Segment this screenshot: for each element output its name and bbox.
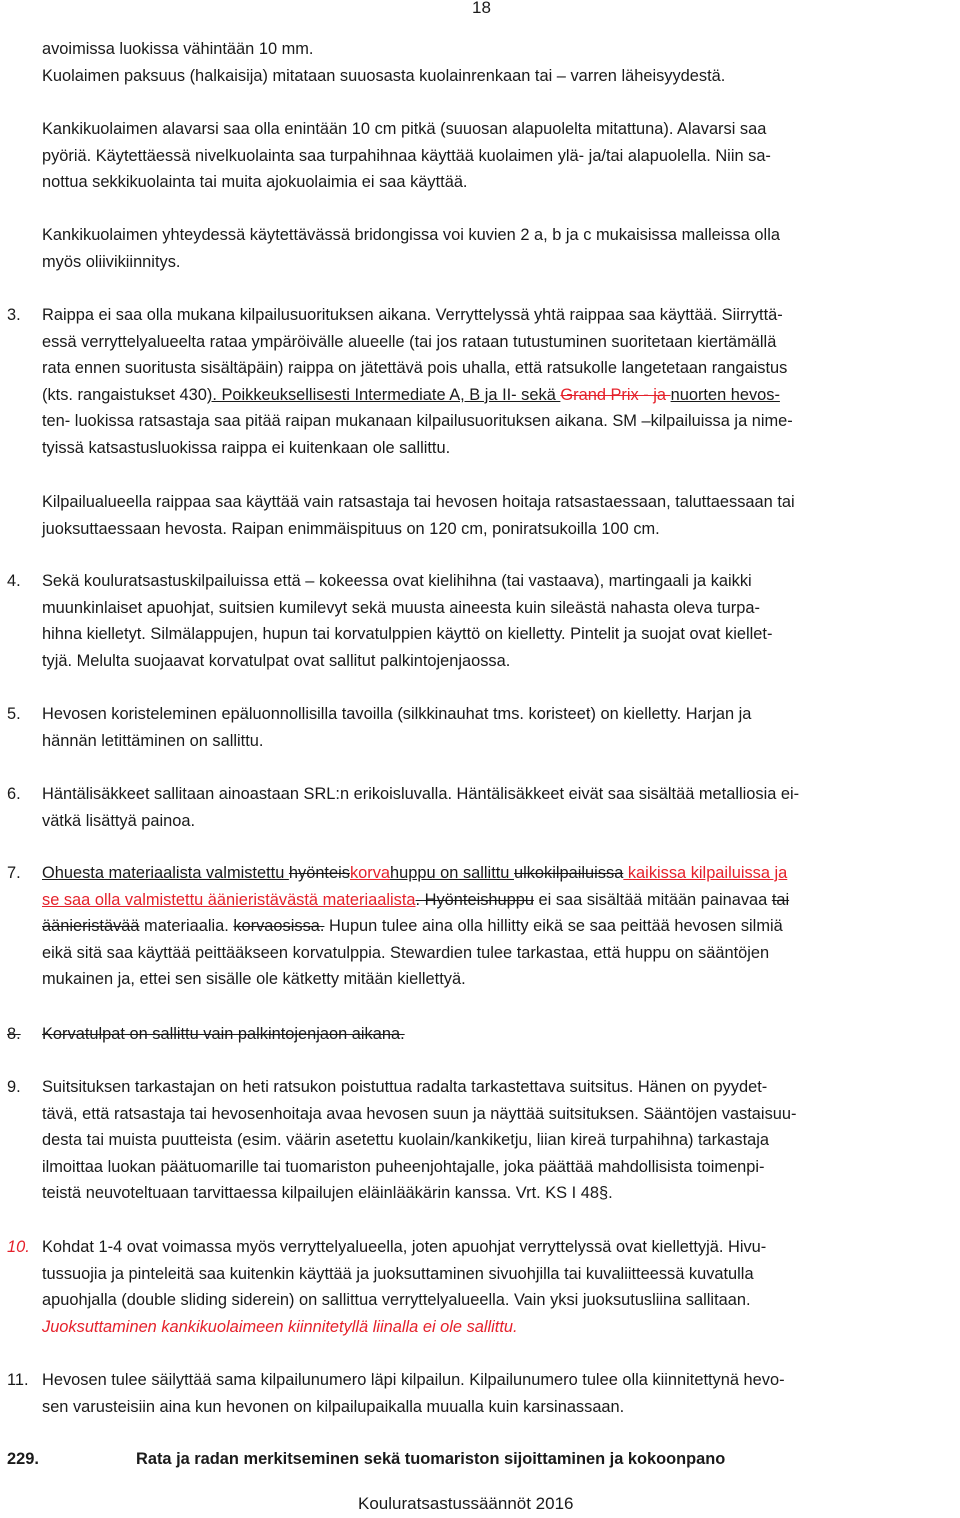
struck-text: . Hyönteishuppu <box>415 890 534 909</box>
item-number-10: 10. <box>7 1238 30 1256</box>
item-10-paragraph <box>42 1234 954 1340</box>
item-3-paragraph <box>42 302 954 462</box>
paragraph-line: sen varusteisiin aina kun hevonen on kilpailupaikalla muualla kuin karsinassaan. <box>42 1397 625 1416</box>
paragraph-line: pyöriä. Käytettäessä nivelkuolainta saa turpahihnaa käyttää kuolaimen ylä- ja/tai alapuolella. Niin sa- <box>42 146 771 165</box>
kankikuolain-paragraph <box>42 116 954 196</box>
paragraph-line: hihna kielletyt. Silmälappujen, hupun tai korvatulppien käyttö on kielletty. Pintelit ja suojat ovat kiellet- <box>42 625 773 644</box>
struck-text: hyönteis <box>288 864 350 882</box>
paragraph-line: Hevosen koristeleminen epäluonnollisilla tavoilla (silkkinauhat tms. koristeet) on kielletty. Harjan ja <box>42 705 752 723</box>
inserted-line: Juoksuttaminen kankikuolaimeen kiinnitetyllä liinalla ei ole sallittu. <box>42 1317 518 1336</box>
struck-text: äänieristävää <box>42 917 140 936</box>
paragraph-line: Sekä kouluratsastuskilpailuissa että – kokeessa ovat kielihihna (tai vastaava), martingaali ja kaikki <box>42 572 752 590</box>
paragraph-line: juoksuttaessaan hevosta. Raipan enimmäispituus on 120 cm, poniratsukoilla 100 cm. <box>42 519 660 538</box>
intro-line: avoimissa luokissa vähintään 10 mm. <box>42 40 314 58</box>
bridong-paragraph <box>42 222 954 275</box>
section-number: 229. <box>7 1450 39 1468</box>
inserted-text: se saa olla valmistettu äänieristävästä materiaalista <box>42 890 416 909</box>
paragraph-line: mukainen ja, ettei sen sisälle ole kätketty mitään kiellettyä. <box>42 970 466 989</box>
item-9-paragraph <box>42 1074 954 1207</box>
item-8-paragraph <box>42 1021 954 1048</box>
paragraph-line: tävä, että ratsastaja tai hevosenhoitaja avaa hevosen suun ja näyttää suitsituksen. Sääntöjen vastaisuu- <box>42 1104 797 1123</box>
section-title: Rata ja radan merkitseminen sekä tuomariston sijoittaminen ja kokoonpano <box>136 1450 726 1468</box>
item-number-4: 4. <box>7 572 21 590</box>
page-footer: Kouluratsastussäännöt 2016 <box>358 1494 574 1513</box>
underlined-text: huppu on sallittu <box>390 864 514 882</box>
item-7-paragraph <box>42 860 954 993</box>
paragraph-line: Kankikuolaimen alavarsi saa olla enintään 10 cm pitkä (suuosan alapuolelta mitattuna). Alavarsi saa <box>42 120 767 138</box>
text-run: Hupun tulee aina olla hillitty eikä se saa peittää hevosen silmiä <box>324 917 783 936</box>
paragraph-line: essä verryttelyalueelta rataa ympäröivälle alueelle (tai jos rataan tutustuminen suoritetaan kiertämällä <box>42 332 777 351</box>
intro-line: Kuolaimen paksuus (halkaisija) mitataan suuosasta kuolainrenkaan tai – varren läheisyydestä. <box>42 66 726 85</box>
underlined-text: Ohuesta materiaalista valmistettu <box>42 864 289 882</box>
paragraph-line: tyjä. Melulta suojaavat korvatulpat ovat sallitut palkintojenjaossa. <box>42 651 511 670</box>
item-number-7: 7. <box>7 864 21 882</box>
paragraph-line: rata ennen suoritusta sisältäpäin) raippa on jätettävä pois uhalla, että ratsukolle langetetaan rangaistus <box>42 359 788 378</box>
paragraph-line <box>42 887 954 914</box>
paragraph-line: nottua sekkikuolainta tai muita ajokuolaimia ei saa käyttää. <box>42 173 468 192</box>
kilpailualue-paragraph <box>42 489 954 542</box>
struck-text: Grand Prix - ja <box>560 385 671 404</box>
paragraph-line: Häntälisäkkeet sallitaan ainoastaan SRL:n erikoisluvalla. Häntälisäkkeet eivät saa sisältää metalliosia ei- <box>42 785 800 803</box>
item-11-paragraph <box>42 1367 954 1420</box>
paragraph-line: hännän letittäminen on sallittu. <box>42 731 264 750</box>
struck-text: ulkokilpailuissa <box>513 864 624 882</box>
item-number-3: 3. <box>7 306 21 324</box>
item-5-paragraph <box>42 701 954 754</box>
text-run: materiaalia. <box>139 917 234 936</box>
paragraph-line: tussuojia ja pinteleitä saa kuitenkin käyttää ja juoksuttaminen sivuohjilla tai kuvaliitteessä kuvatulla <box>42 1264 754 1283</box>
paragraph-line: eikä sitä saa käyttää peittääkseen korvatulppia. Stewardien tulee tarkastaa, että huppu on sääntöjen <box>42 943 770 962</box>
item-4-paragraph <box>42 568 954 674</box>
paragraph-line: muunkinlaiset apuohjat, suitsien kumilevyt sekä muusta aineesta kuin sileästä nahasta oleva turpa- <box>42 598 760 617</box>
intro-paragraph <box>42 36 954 89</box>
item-6-paragraph <box>42 781 954 834</box>
paragraph-line: Hevosen tulee säilyttää sama kilpailunumero läpi kilpailun. Kilpailunumero tulee olla kiinnitettynä hevo- <box>42 1371 785 1389</box>
struck-text: korvaosissa. <box>233 917 325 936</box>
paragraph-line: tyissä katsastusluokissa raippa ei kuitenkaan ole sallittu. <box>42 438 451 457</box>
paragraph-line: teistä neuvoteltuaan tarvittaessa kilpailujen eläinlääkärin kanssa. Vrt. KS I 48§. <box>42 1184 613 1203</box>
item-number-8: 8. <box>7 1025 21 1043</box>
paragraph-line: Suitsituksen tarkastajan on heti ratsukon poistuttua radalta tarkastettava suitsitus. Hänen on pyydet- <box>42 1078 768 1096</box>
paragraph-line: Kohdat 1-4 ovat voimassa myös verryttelyalueella, joten apuohjat verryttelyssä ovat kiellettyjä. Hivu- <box>42 1238 767 1256</box>
item-number-5: 5. <box>7 705 21 723</box>
paragraph-line: Kankikuolaimen yhteydessä käytettävässä bridongissa voi kuvien 2 a, b ja c mukaisissa malleissa olla <box>42 226 780 244</box>
paragraph-line <box>42 860 954 887</box>
item-number-11: 11. <box>7 1371 29 1389</box>
item-number-9: 9. <box>7 1078 21 1096</box>
paragraph-line <box>42 913 954 940</box>
paragraph-line: desta tai muista puutteista (esim. väärin asetettu kuolain/kankiketju, liian kireä turpahihna) tarkastaja <box>42 1131 770 1150</box>
paragraph-line: myös oliivikiinnitys. <box>42 252 181 271</box>
inserted-text: kaikissa kilpailuissa ja <box>623 864 788 882</box>
paragraph-line: vätkä lisättyä painoa. <box>42 811 196 830</box>
struck-text: tai <box>771 890 790 909</box>
underlined-text: ). Poikkeuksellisesti Intermediate A, B ja II- sekä <box>206 385 561 404</box>
inserted-text: korva <box>349 864 391 882</box>
paragraph-line: apuohjalla (double sliding siderein) on sallittua verryttelyalueella. Vain yksi juoksutusliina sallitaan. <box>42 1291 751 1310</box>
text-run: (kts. rangaistukset 430 <box>42 385 207 404</box>
underlined-text: nuorten hevos- <box>670 385 780 404</box>
struck-line: Korvatulpat on sallittu vain palkintojenjaon aikana. <box>42 1025 405 1043</box>
paragraph-line: ten- luokissa ratsastaja saa pitää raipan mukanaan kilpailusuorituksen aikana. SM –kilpailuissa ja nime- <box>42 412 793 431</box>
paragraph-line: Kilpailualueella raippaa saa käyttää vain ratsastaja tai hevosen hoitaja ratsastaessaan, taluttaessaan tai <box>42 493 795 511</box>
page-number: 18 <box>472 0 491 17</box>
item-number-6: 6. <box>7 785 21 803</box>
paragraph-line <box>42 382 954 409</box>
paragraph-line: ilmoittaa luokan päätuomarille tai tuomariston puheenjohtajalle, joka päättää mahdollisista toimenpi- <box>42 1157 765 1176</box>
paragraph-line: Raippa ei saa olla mukana kilpailusuorituksen aikana. Verryttelyssä yhtä raippaa saa käyttää. Siirryttä- <box>42 306 783 324</box>
text-run: ei saa sisältää mitään painavaa <box>534 890 772 909</box>
